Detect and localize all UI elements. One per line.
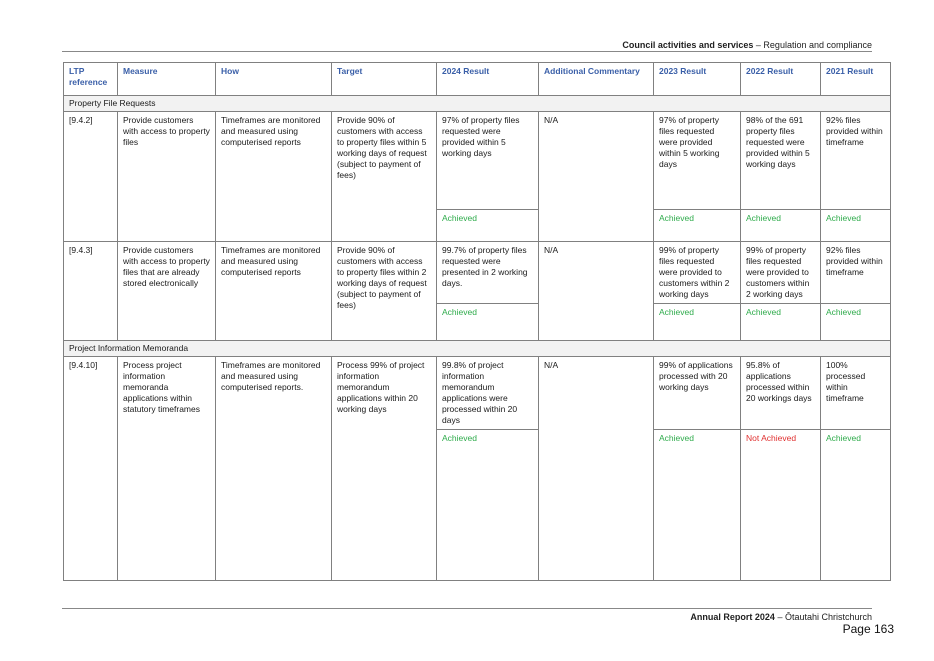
result-2023: 99% of applications processed with 20 working days (654, 357, 741, 430)
column-header: How (216, 63, 332, 96)
footer-report-title: Annual Report 2024 (690, 612, 775, 622)
header-section-title: Council activities and services (622, 40, 754, 50)
result-2023: 99% of property files requested were provided to customers within 2 working days (654, 242, 741, 304)
result-2024: 99.8% of project information memorandum applications were processed within 20 days (437, 357, 539, 430)
table-row (64, 357, 891, 430)
column-header: Target (332, 63, 437, 96)
table-row (64, 112, 891, 210)
measure-cell: Provide customers with access to property files that are already stored electronically (118, 242, 216, 341)
status-2022: Achieved (741, 304, 821, 341)
column-header: LTP reference (64, 63, 118, 96)
target-cell: Provide 90% of customers with access to property files within 2 working days of request (subject to payment of fees) (332, 242, 437, 341)
header-rule (62, 51, 872, 52)
ltp-reference: [9.4.2] (64, 112, 118, 242)
section-row (64, 96, 891, 112)
measure-cell: Provide customers with access to property files (118, 112, 216, 242)
result-2021: 100% processed within timeframe (821, 357, 891, 430)
header-subtitle: – Regulation and compliance (753, 40, 872, 50)
column-header: Measure (118, 63, 216, 96)
target-cell: Provide 90% of customers with access to property files within 5 working days of request (subject to payment of fees) (332, 112, 437, 242)
how-cell: Timeframes are monitored and measured using computerised reports (216, 242, 332, 341)
table-header-row (64, 63, 891, 96)
result-2024: 97% of property files requested were provided within 5 working days (437, 112, 539, 210)
performance-table (63, 62, 891, 581)
page-number: Page 163 (842, 622, 894, 636)
status-2023: Achieved (654, 430, 741, 581)
status-2024: Achieved (437, 210, 539, 242)
status-2021: Achieved (821, 304, 891, 341)
result-2021: 92% files provided within timeframe (821, 242, 891, 304)
column-header: 2023 Result (654, 63, 741, 96)
result-2022: 98% of the 691 property files requested were provided within 5 working days (741, 112, 821, 210)
commentary-cell: N/A (539, 112, 654, 242)
footer-rule (62, 608, 872, 609)
status-2021: Achieved (821, 210, 891, 242)
page-header (622, 40, 872, 50)
commentary-cell: N/A (539, 357, 654, 581)
ltp-reference: [9.4.10] (64, 357, 118, 581)
status-2022: Not Achieved (741, 430, 821, 581)
section-title: Project Information Memoranda (64, 341, 891, 357)
status-2023: Achieved (654, 210, 741, 242)
result-2022: 99% of property files requested were provided to customers within 2 working days (741, 242, 821, 304)
column-header: Additional Commentary (539, 63, 654, 96)
how-cell: Timeframes are monitored and measured using computerised reports. (216, 357, 332, 581)
result-2023: 97% of property files requested were provided within 5 working days (654, 112, 741, 210)
result-2024: 99.7% of property files requested were presented in 2 working days. (437, 242, 539, 304)
ltp-reference: [9.4.3] (64, 242, 118, 341)
footer-location: – Ōtautahi Christchurch (774, 612, 872, 622)
column-header: 2021 Result (821, 63, 891, 96)
target-cell: Process 99% of project information memorandum applications within 20 working days (332, 357, 437, 581)
table-row (64, 242, 891, 304)
column-header: 2024 Result (437, 63, 539, 96)
status-2024: Achieved (437, 304, 539, 341)
page-footer (690, 612, 872, 622)
status-2023: Achieved (654, 304, 741, 341)
status-2022: Achieved (741, 210, 821, 242)
section-title: Property File Requests (64, 96, 891, 112)
section-row (64, 341, 891, 357)
result-2021: 92% files provided within timeframe (821, 112, 891, 210)
measure-cell: Process project information memoranda applications within statutory timeframes (118, 357, 216, 581)
commentary-cell: N/A (539, 242, 654, 341)
status-2024: Achieved (437, 430, 539, 581)
column-header: 2022 Result (741, 63, 821, 96)
result-2022: 95.8% of applications processed within 20 workings days (741, 357, 821, 430)
how-cell: Timeframes are monitored and measured using computerised reports (216, 112, 332, 242)
status-2021: Achieved (821, 430, 891, 581)
